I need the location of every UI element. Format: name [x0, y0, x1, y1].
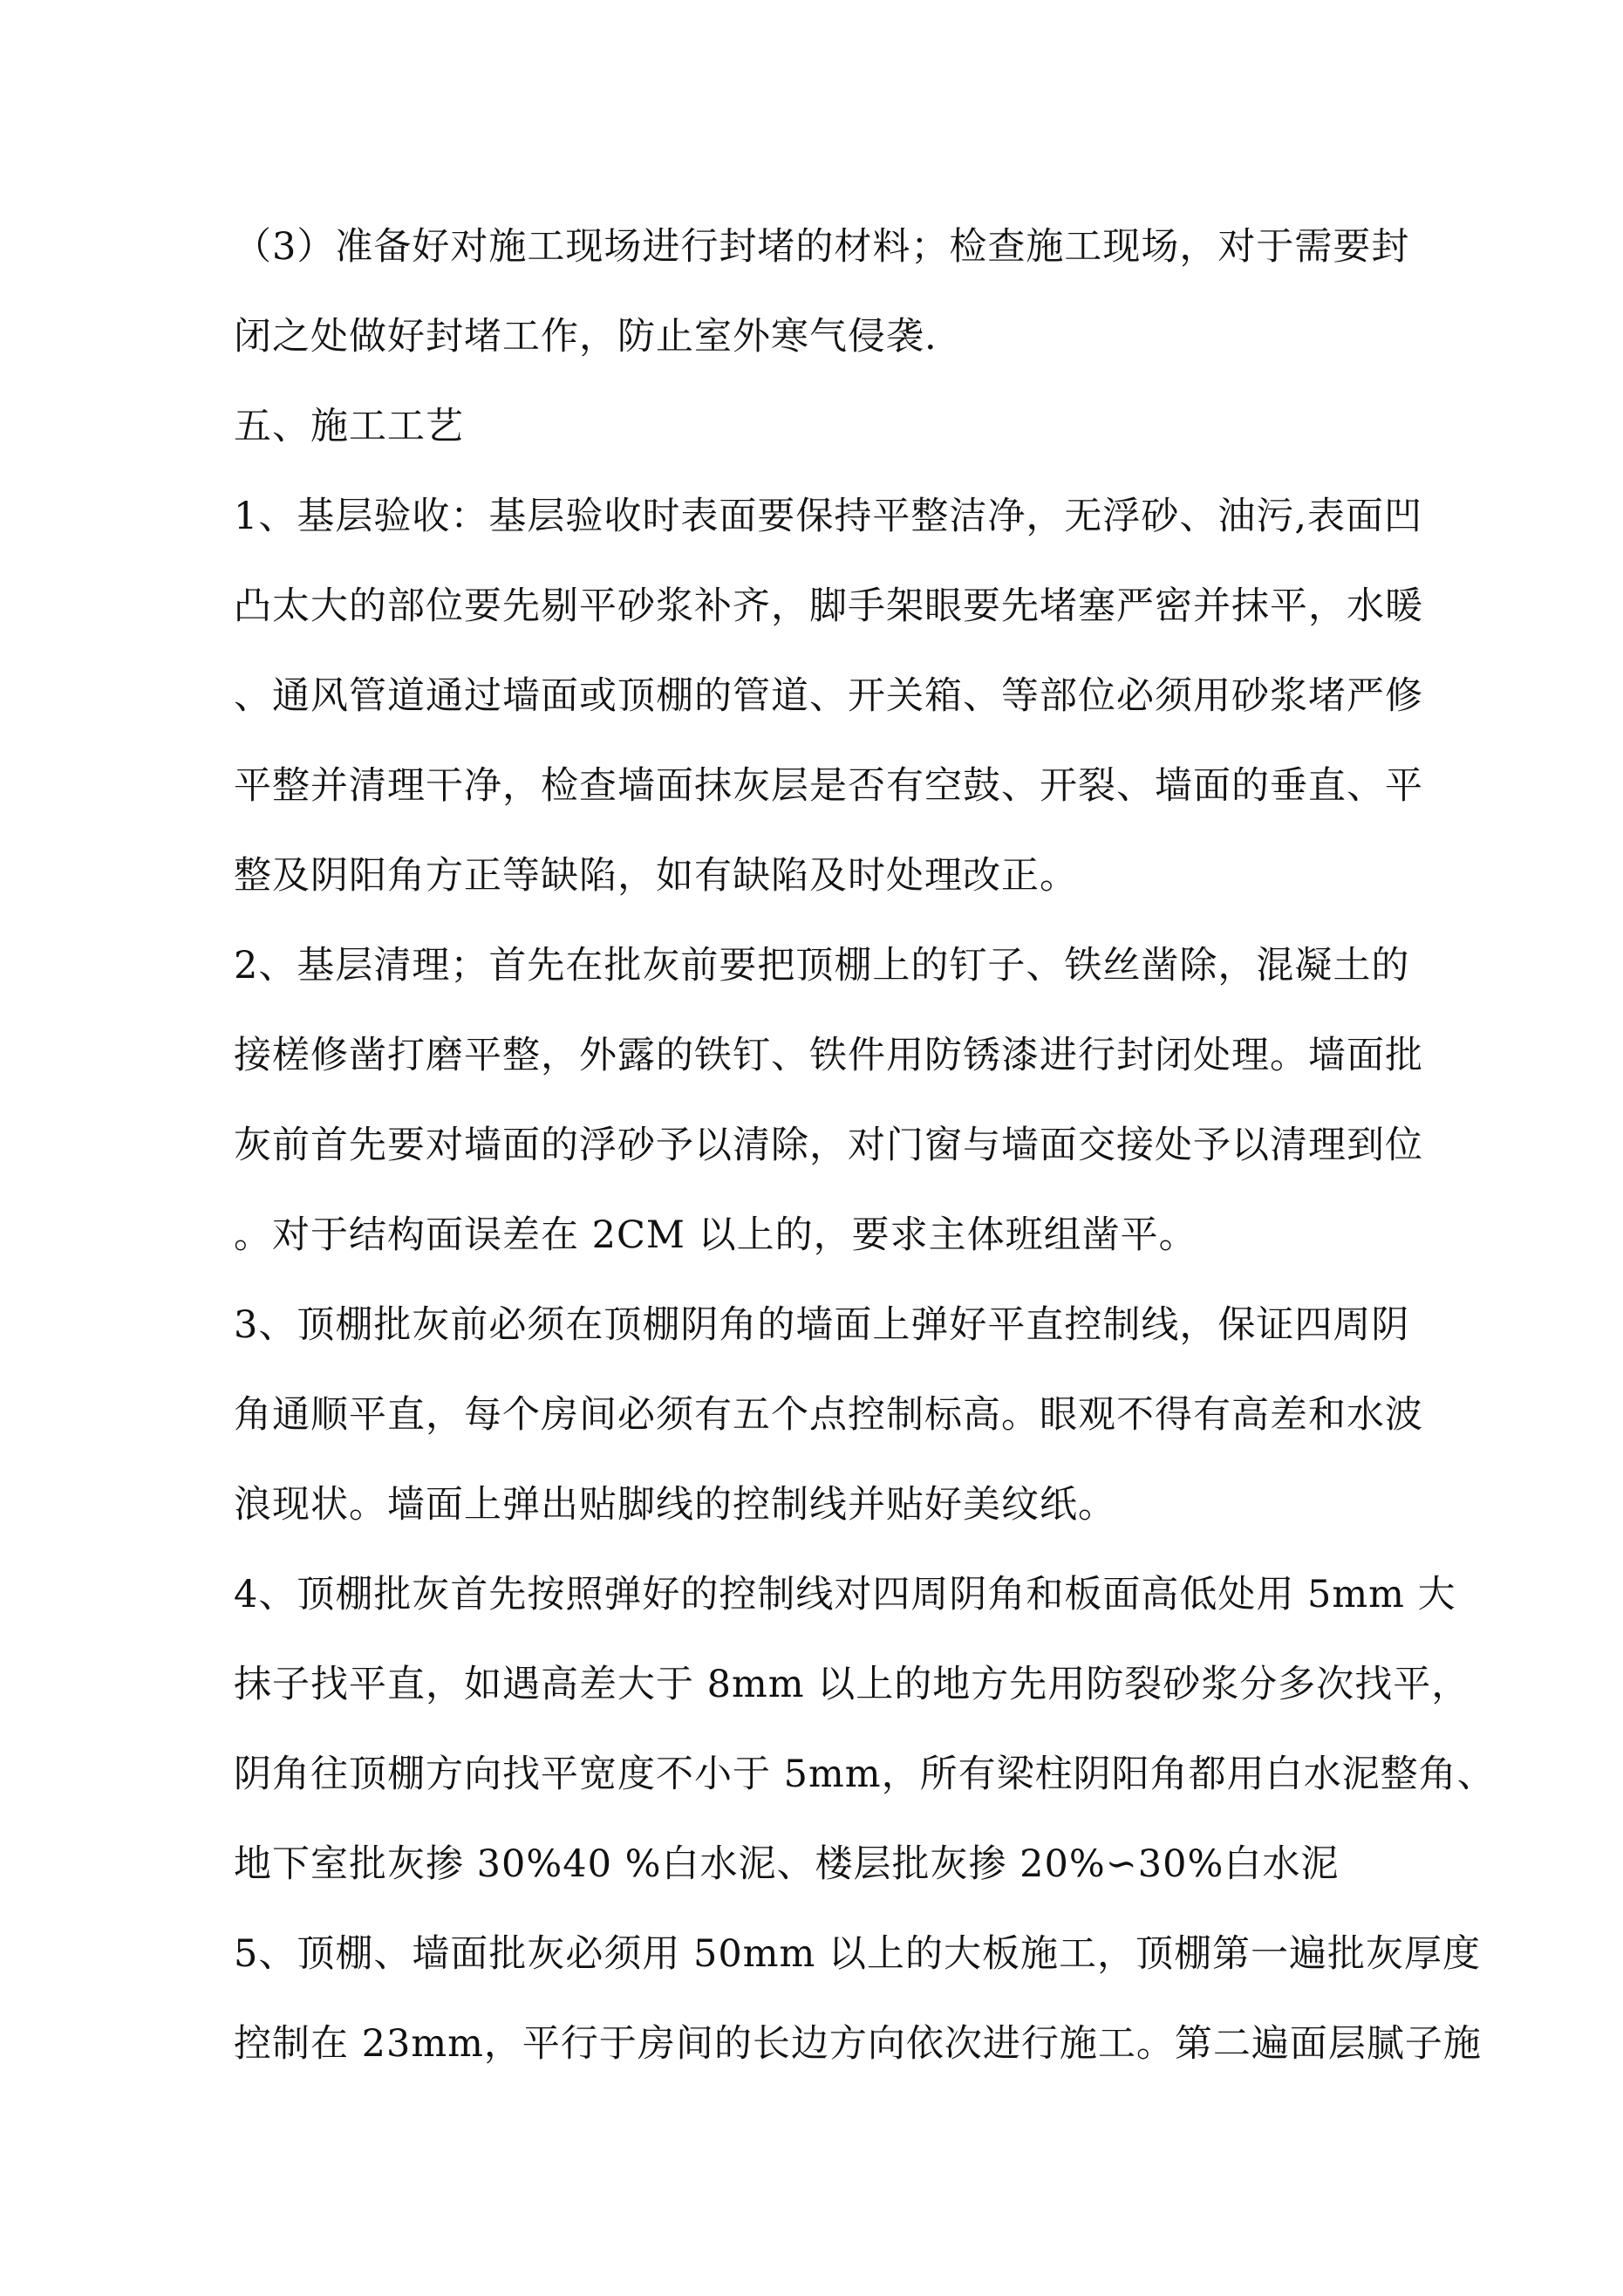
text-line: 抹子找平直，如遇高差大于 8mm 以上的地方先用防裂砂浆分多次找平， [234, 1663, 1470, 1706]
text-line: 2、基层清理；首先在批灰前要把顶棚上的钉子、铁丝凿除，混凝土的 [234, 944, 1410, 987]
paragraph-step-4 [234, 1550, 1496, 1910]
text-line: 整及阴阳角方正等缺陷，如有缺陷及时处理改正。 [234, 854, 1078, 898]
text-line: 灰前首先要对墙面的浮砂予以清除，对门窗与墙面交接处予以清理到位 [234, 1124, 1423, 1167]
text-line: 平整并清理干净，检查墙面抹灰层是否有空鼓、开裂、墙面的垂直、平 [234, 764, 1423, 808]
paragraph-preparation-item-3 [234, 202, 1420, 382]
paragraph-step-1 [234, 472, 1423, 921]
text-line: 控制在 23mm，平行于房间的长边方向依次进行施工。第二遍面层腻子施 [234, 2022, 1482, 2066]
section-heading-construction-process [234, 382, 1420, 472]
text-line: 。对于结构面误差在 2CM 以上的，要求主体班组凿平。 [234, 1213, 1197, 1257]
text-line: 浪现状。墙面上弹出贴脚线的控制线并贴好美纹纸。 [234, 1483, 1116, 1527]
text-line: 、通风管道通过墙面或顶棚的管道、开关箱、等部位必须用砂浆堵严修 [234, 674, 1423, 718]
text-line: 阴角往顶棚方向找平宽度不小于 5mm，所有梁柱阴阳角都用白水泥整角、 [234, 1753, 1496, 1796]
text-line: 接槎修凿打磨平整，外露的铁钉、铁件用防锈漆进行封闭处理。墙面批 [234, 1034, 1423, 1077]
paragraph-step-3 [234, 1281, 1423, 1550]
text-line: （3）准备好对施工现场进行封堵的材料；检查施工现场，对于需要封 [234, 225, 1410, 269]
text-line: 5、顶棚、墙面批灰必须用 50mm 以上的大板施工，顶棚第一遍批灰厚度 [234, 1932, 1481, 1976]
text-line: 地下室批灰掺 30%40 %白水泥、楼层批灰掺 20%∽30%白水泥 [234, 1842, 1340, 1886]
section-title: 五、施工工艺 [234, 405, 464, 448]
text-line: 角通顺平直，每个房间必须有五个点控制标高。眼观不得有高差和水波 [234, 1393, 1423, 1437]
text-line: 3、顶棚批灰前必须在顶棚阴角的墙面上弹好平直控制线，保证四周阴 [234, 1303, 1410, 1347]
document-page [234, 202, 1496, 2089]
text-line: 闭之处做好封堵工作，防止室外寒气侵袭. [234, 315, 938, 359]
text-line: 4、顶棚批灰首先按照弹好的控制线对四周阴角和板面高低处用 5mm 大 [234, 1573, 1456, 1616]
text-line: 1、基层验收：基层验收时表面要保持平整洁净，无浮砂、油污,表面凹 [234, 495, 1423, 538]
paragraph-step-5 [234, 1910, 1482, 2089]
paragraph-step-2 [234, 921, 1423, 1281]
text-line: 凸太大的部位要先剔平砂浆补齐，脚手架眼要先堵塞严密并抹平，水暖 [234, 584, 1423, 628]
